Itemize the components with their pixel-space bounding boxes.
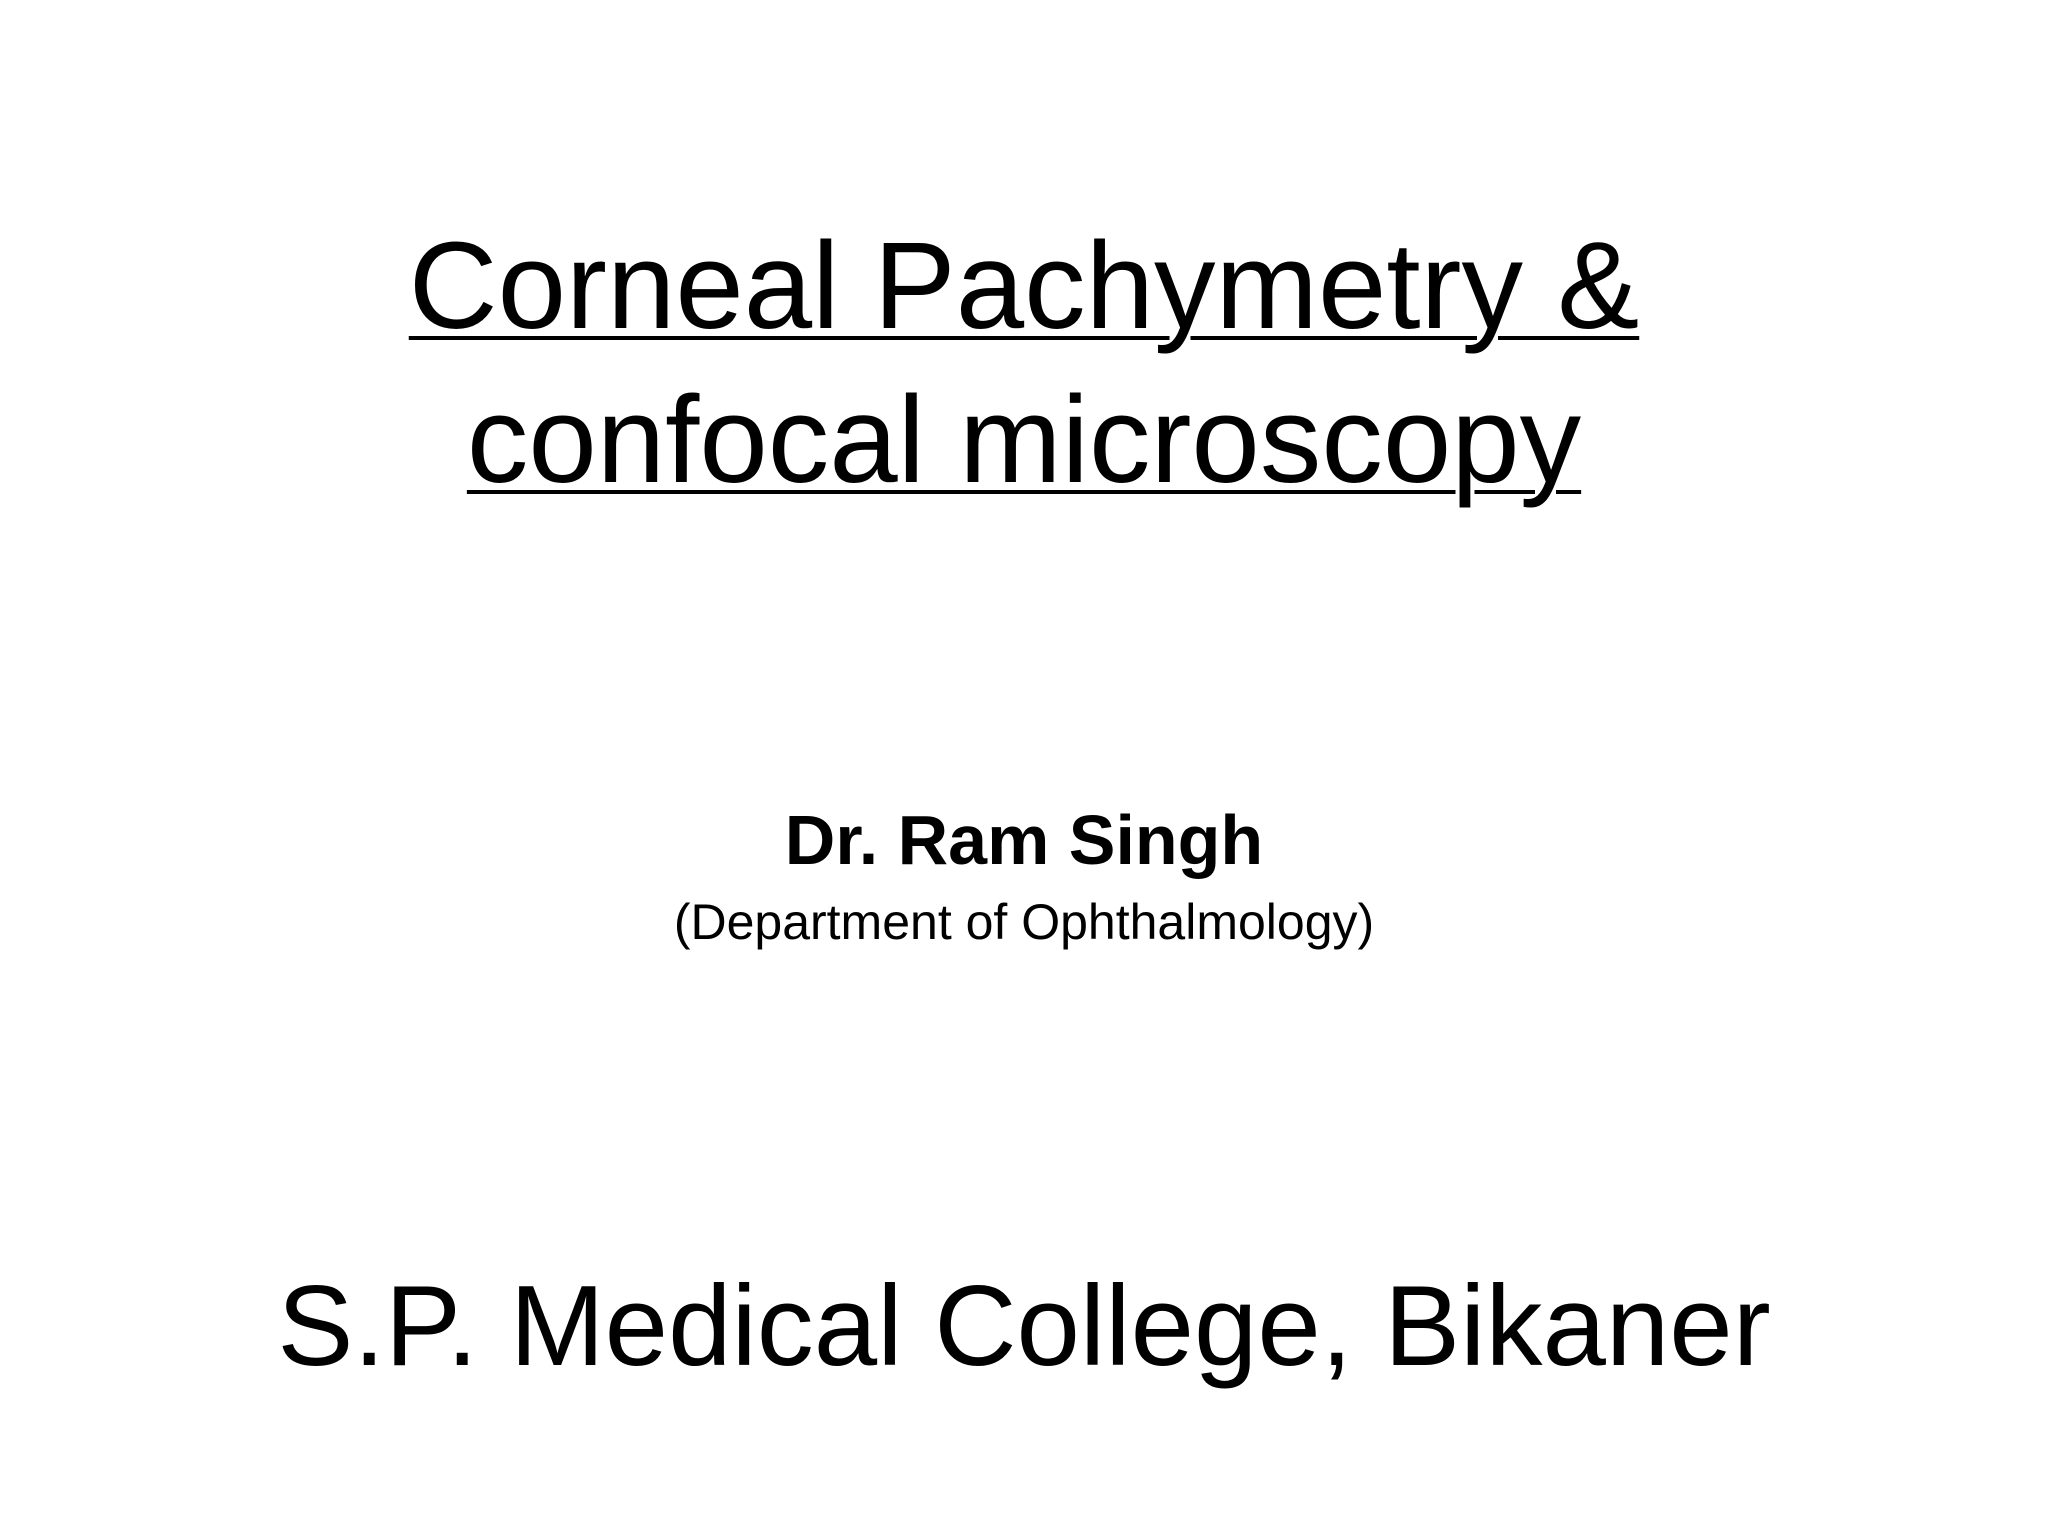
slide-title-line-1-text: Corneal Pachymetry &	[408, 218, 1640, 356]
slide-title-line-2-text: confocal microscopy	[466, 372, 1582, 510]
institution-name: S.P. Medical College, Bikaner	[277, 1263, 1771, 1390]
presenter-name: Dr. Ram Singh	[784, 801, 1264, 879]
department-name: (Department of Ophthalmology)	[673, 894, 1375, 950]
slide-title	[0, 210, 2048, 518]
slide-title-line-2	[0, 364, 2048, 518]
slide-title-line-1	[0, 210, 2048, 364]
